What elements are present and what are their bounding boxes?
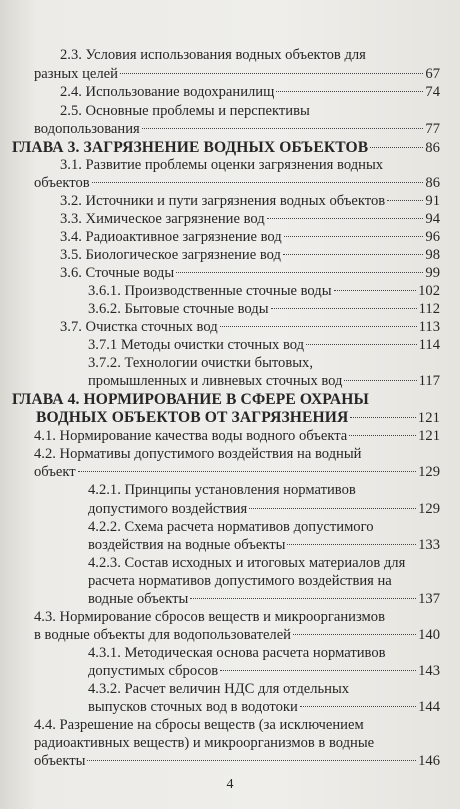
dot-leader (220, 670, 416, 671)
dot-leader (284, 236, 424, 237)
toc-entry (34, 717, 440, 734)
toc-entry-title: 3.1. Развитие проблемы оценки загрязнения водных (60, 157, 384, 173)
toc-entry-title: допустимых сбросов (88, 663, 219, 679)
toc-entry (88, 573, 440, 590)
toc-entry-title: промышленных и ливневых сточных вод (88, 373, 343, 389)
toc-entry-title: 3.2. Источники и пути загрязнения водных объектов (60, 193, 386, 209)
dot-leader (87, 760, 416, 761)
toc-entry (88, 501, 440, 518)
toc-entry-title: радиоактивных веществ) и микроорганизмов в водные (34, 735, 375, 751)
toc-entry (88, 591, 440, 608)
dot-leader (176, 272, 423, 273)
toc-entry (88, 482, 440, 499)
toc-entry (34, 66, 440, 83)
toc-entry-title: допустимого воздействия (88, 501, 248, 517)
toc-entry (60, 211, 440, 228)
toc-entry-title: водопользования (34, 121, 140, 137)
toc-page-number: 146 (418, 753, 440, 769)
dot-leader (344, 380, 416, 381)
dot-leader (142, 128, 424, 129)
dot-leader (267, 218, 424, 219)
dot-leader (293, 634, 416, 635)
toc-entry (34, 609, 440, 626)
toc-entry-title: объект (34, 464, 76, 480)
dot-leader (300, 706, 416, 707)
toc-page-number: 91 (425, 193, 440, 209)
toc-entry-title: 3.6. Сточные воды (60, 265, 175, 281)
toc-page-number: 117 (418, 373, 440, 389)
toc-page-number: 67 (425, 66, 440, 82)
toc-page-number: 114 (418, 337, 440, 353)
chapter-title: ГЛАВА 3. ЗАГРЯЗНЕНИЕ ВОДНЫХ ОБЪЕКТОВ (12, 139, 369, 156)
toc-entry-title: разных целей (34, 66, 118, 82)
toc-entry-title: расчета нормативов допустимого воздействия на (88, 573, 392, 589)
toc-page-number: 98 (425, 247, 440, 263)
toc-page-number: 144 (418, 699, 440, 715)
dot-leader (283, 254, 423, 255)
chapter-heading (12, 391, 440, 408)
toc-entry (88, 283, 440, 300)
toc-page-number: 99 (425, 265, 440, 281)
toc-entry (60, 103, 440, 120)
toc-entry-title: 4.2.3. Состав исходных и итоговых материалов для (88, 555, 406, 571)
toc-entry-title: 3.6.2. Бытовые сточные воды (88, 301, 269, 317)
toc-entry-title: 2.3. Условия использования водных объектов для (60, 47, 366, 63)
dot-leader (387, 200, 423, 201)
toc-entry-title: объекты (34, 753, 86, 769)
dot-leader (306, 344, 417, 345)
dot-leader (190, 598, 416, 599)
toc-page-number: 143 (418, 663, 440, 679)
toc-entry (88, 537, 440, 554)
dot-leader (78, 471, 416, 472)
toc-page-number: 129 (418, 464, 440, 480)
dot-leader (92, 182, 424, 183)
dot-leader (349, 435, 416, 436)
toc-entry-title: 4.3.2. Расчет величин НДС для отдельных (88, 681, 350, 697)
toc-entry-title: 4.2. Нормативы допустимого воздействия на водный (34, 446, 362, 462)
toc-entry (88, 699, 440, 716)
toc-entry (34, 175, 440, 192)
toc-page-number: 129 (418, 501, 440, 517)
toc-entry (88, 337, 440, 354)
dot-leader (249, 508, 416, 509)
dot-leader (370, 147, 423, 148)
dot-leader (276, 91, 423, 92)
toc-page-number: 86 (425, 175, 440, 191)
toc-entry-title: 4.2.2. Схема расчета нормативов допустимого (88, 519, 374, 535)
chapter-title: ГЛАВА 4. НОРМИРОВАНИЕ В СФЕРЕ ОХРАНЫ (12, 391, 369, 408)
toc-entry (60, 247, 440, 264)
toc-entry-title: 3.7.2. Технологии очистки бытовых, (88, 355, 313, 371)
toc-entry-title: 2.5. Основные проблемы и перспективы (60, 103, 310, 119)
toc-page-number: 113 (418, 319, 440, 335)
toc-entry-title: 2.4. Использование водохранилищ (60, 84, 275, 100)
toc-entry-title: 3.5. Биологическое загрязнение вод (60, 247, 281, 263)
toc-entry-title: 4.2.1. Принципы установления нормативов (88, 482, 356, 498)
toc-entry (34, 464, 440, 481)
toc-entry-title: 3.7. Очистка сточных вод (60, 319, 218, 335)
toc-entry-title: воздействия на водные объекты (88, 537, 286, 553)
toc-entry (34, 121, 440, 138)
toc-entry (88, 301, 440, 318)
dot-leader (350, 417, 415, 418)
toc-entry (34, 446, 440, 463)
toc-entry (60, 157, 440, 174)
toc-entry (60, 193, 440, 210)
toc-page-number: 133 (418, 537, 440, 553)
toc-entry (88, 681, 440, 698)
toc-entry-title: 3.4. Радиоактивное загрязнение вод (60, 229, 282, 245)
toc-page-number: 77 (425, 121, 440, 137)
toc-entry-title: выпусков сточных вод в водотоки (88, 699, 298, 715)
toc-page-number: 121 (418, 428, 440, 444)
toc-entry-title: объектов (34, 175, 90, 191)
toc-entry-title: 4.4. Разрешение на сбросы веществ (за исключением (34, 717, 364, 733)
toc-entry-title: 4.3. Нормирование сбросов веществ и микроорганизмов (34, 609, 385, 625)
toc-page-number: 96 (425, 229, 440, 245)
dot-leader (334, 290, 417, 291)
toc-entry (34, 428, 440, 445)
toc-entry (88, 355, 440, 372)
page-number: 4 (226, 777, 234, 792)
dot-leader (271, 308, 417, 309)
toc-entry-title: 3.7.1 Методы очистки сточных вод (88, 337, 305, 353)
toc-entry (60, 47, 440, 64)
dot-leader (220, 326, 417, 327)
toc-entry-title: 4.1. Нормирование качества воды водного объекта (34, 428, 348, 444)
toc-page-number: 86 (425, 140, 440, 156)
toc-page-number: 137 (418, 591, 440, 607)
toc-page-number: 112 (418, 301, 440, 317)
toc-entry (88, 663, 440, 680)
chapter-heading (12, 139, 440, 157)
toc-page-number: 121 (417, 410, 440, 426)
toc-entry (60, 229, 440, 246)
toc-entry (88, 373, 440, 390)
toc-entry-title: водные объекты (88, 591, 189, 607)
toc-entry-title: в водные объекты для водопользователей (34, 627, 291, 643)
toc-entry (34, 735, 440, 752)
toc-entry (60, 319, 440, 336)
dot-leader (120, 73, 423, 74)
toc-entry (34, 627, 440, 644)
toc-entry (34, 753, 440, 770)
toc-entry (60, 84, 440, 101)
toc-page-number: 102 (418, 283, 440, 299)
dot-leader (287, 544, 416, 545)
chapter-heading (36, 409, 440, 427)
toc-entry-title: 3.6.1. Производственные сточные воды (88, 283, 332, 299)
toc-page-number: 140 (418, 627, 440, 643)
chapter-title: ВОДНЫХ ОБЪЕКТОВ ОТ ЗАГРЯЗНЕНИЯ (36, 409, 349, 426)
toc-page-number: 74 (425, 84, 440, 100)
toc-entry (60, 265, 440, 282)
toc-entry (88, 519, 440, 536)
toc-entry-title: 3.3. Химическое загрязнение вод (60, 211, 265, 227)
toc-entry (88, 555, 440, 572)
toc-entry-title: 4.3.1. Методическая основа расчета нормативов (88, 645, 386, 661)
toc-page-number: 94 (425, 211, 440, 227)
toc-entry (88, 645, 440, 662)
